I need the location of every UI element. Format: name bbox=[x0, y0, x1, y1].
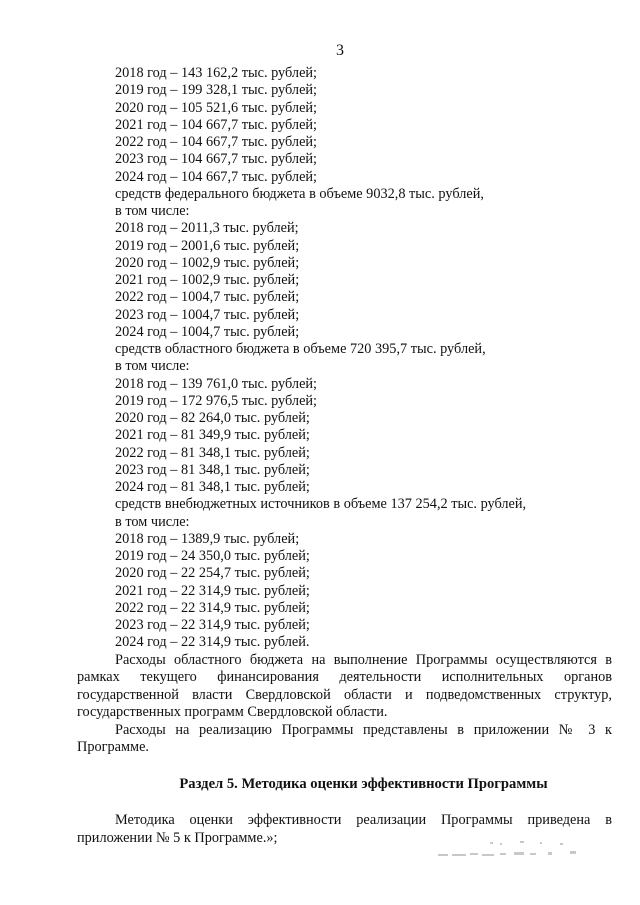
list-item: 2021 год – 1002,9 тыс. рублей; bbox=[115, 272, 300, 288]
page-content bbox=[77, 65, 612, 847]
list-item: 2019 год – 2001,6 тыс. рублей; bbox=[115, 237, 300, 254]
year-list-regional bbox=[77, 376, 612, 497]
list-item: 2018 год – 143 162,2 тыс. рублей; bbox=[115, 65, 318, 81]
list-item: 2019 год – 24 350,0 тыс. рублей; bbox=[115, 548, 310, 564]
list-item: 2022 год – 22 314,9 тыс. рублей; bbox=[115, 599, 310, 616]
list-item: 2020 год – 105 521,6 тыс. рублей; bbox=[115, 99, 318, 116]
regional-budget-intro: средств областного бюджета в объеме 720 395,7 тыс. рублей, bbox=[115, 341, 486, 357]
year-list-federal bbox=[77, 220, 612, 341]
federal-budget-intro: средств федерального бюджета в объеме 9032,8 тыс. рублей, bbox=[115, 185, 484, 202]
list-item: 2018 год – 139 761,0 тыс. рублей; bbox=[115, 375, 318, 392]
list-item: 2024 год – 81 348,1 тыс. рублей; bbox=[115, 479, 310, 495]
expenses-paragraph: Расходы областного бюджета на выполнение Программы осуществляются в рамках текущего финансирования деятельности исполнительных органов государственной власти Свердловской области и подведомственных структур, государственных программ Свердловской области. bbox=[77, 651, 612, 721]
year-list-extrabudgetary bbox=[77, 531, 612, 652]
list-item: 2022 год – 104 667,7 тыс. рублей; bbox=[115, 134, 318, 150]
list-item: 2023 год – 22 314,9 тыс. рублей; bbox=[115, 617, 310, 633]
extrabudgetary-intro: средств внебюджетных источников в объеме 137 254,2 тыс. рублей, bbox=[115, 496, 527, 513]
list-item: 2024 год – 22 314,9 тыс. рублей. bbox=[115, 634, 310, 651]
list-item: 2024 год – 1004,7 тыс. рублей; bbox=[115, 323, 300, 340]
list-item: 2020 год – 22 254,7 тыс. рублей; bbox=[115, 565, 310, 582]
list-item: 2021 год – 22 314,9 тыс. рублей; bbox=[115, 582, 310, 599]
list-item: 2023 год – 81 348,1 тыс. рублей; bbox=[115, 461, 310, 478]
list-item: 2018 год – 2011,3 тыс. рублей; bbox=[115, 220, 299, 237]
list-item: 2023 год – 104 667,7 тыс. рублей; bbox=[115, 151, 318, 168]
list-item: 2021 год – 81 349,9 тыс. рублей; bbox=[115, 427, 310, 444]
page-number: 3 bbox=[336, 42, 344, 59]
year-list-total bbox=[77, 65, 612, 186]
list-item: 2019 год – 172 976,5 тыс. рублей; bbox=[115, 392, 318, 409]
list-item: 2021 год – 104 667,7 тыс. рублей; bbox=[115, 116, 318, 133]
including-label: в том числе: bbox=[115, 203, 190, 219]
list-item: 2023 год – 1004,7 тыс. рублей; bbox=[115, 306, 300, 323]
list-item: 2019 год – 199 328,1 тыс. рублей; bbox=[115, 82, 318, 99]
list-item: 2020 год – 1002,9 тыс. рублей; bbox=[115, 254, 300, 271]
section-heading: Раздел 5. Методика оценки эффективности Программы bbox=[179, 776, 548, 793]
list-item: 2022 год – 1004,7 тыс. рублей; bbox=[115, 289, 300, 306]
including-label: в том числе: bbox=[115, 358, 190, 375]
faint-scan-marks bbox=[430, 840, 590, 864]
appendix-3-paragraph: Расходы на реализацию Программы представлены в приложении № 3 к Программе. bbox=[77, 721, 612, 756]
including-label: в том числе: bbox=[115, 513, 190, 530]
list-item: 2018 год – 1389,9 тыс. рублей; bbox=[115, 530, 300, 547]
list-item: 2022 год – 81 348,1 тыс. рублей; bbox=[115, 444, 310, 461]
list-item: 2024 год – 104 667,7 тыс. рублей; bbox=[115, 168, 318, 185]
methodology-paragraph: Методика оценки эффективности реализации Программы приведена в приложении № 5 к Программе.»; bbox=[77, 812, 612, 846]
list-item: 2020 год – 82 264,0 тыс. рублей; bbox=[115, 410, 310, 426]
